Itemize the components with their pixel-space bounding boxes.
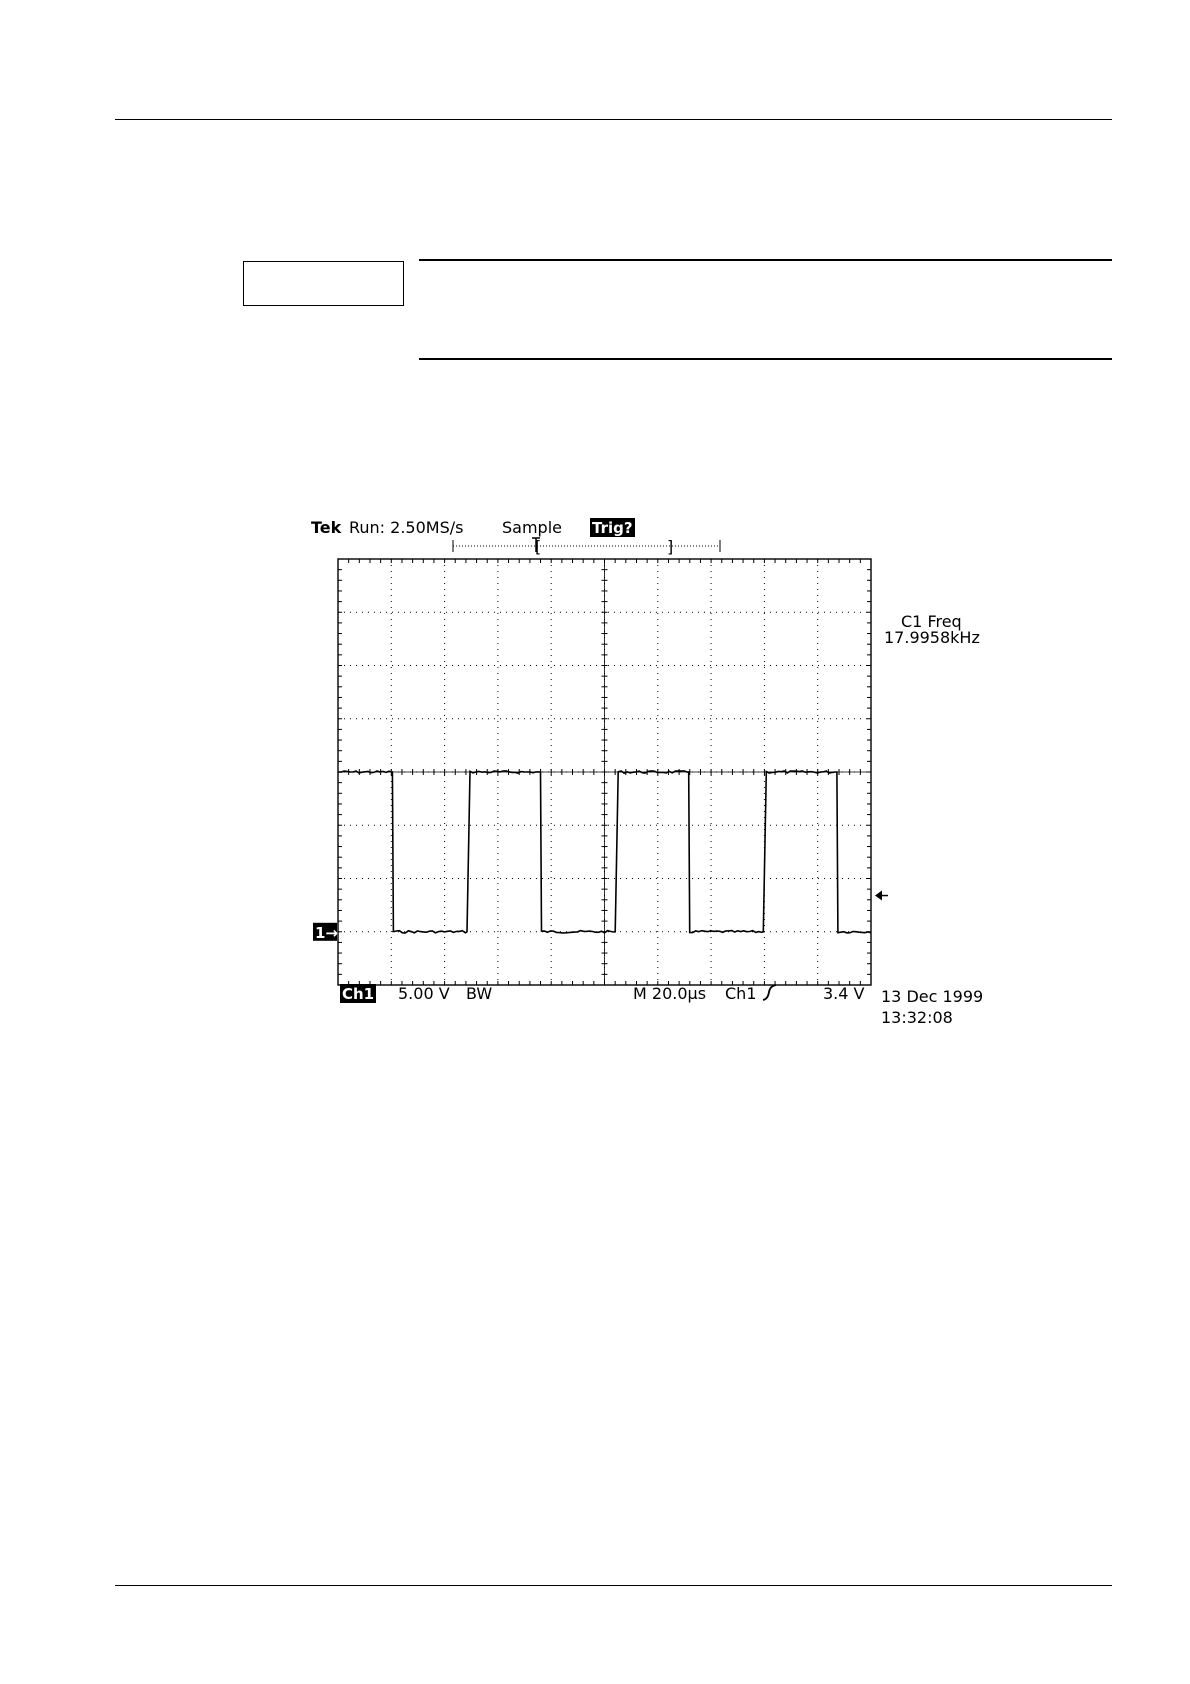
trigger-level: 3.4 V bbox=[823, 984, 865, 1003]
trigger-source: Ch1 bbox=[725, 984, 757, 1003]
record-position-bar bbox=[453, 537, 720, 556]
brand-label: Tek bbox=[311, 518, 342, 537]
channel-label: Ch1 bbox=[342, 985, 375, 1003]
graticule bbox=[338, 559, 871, 985]
trigger-level-arrow bbox=[875, 891, 888, 901]
record-bracket-left: [ bbox=[535, 537, 542, 556]
capture-time: 13:32:08 bbox=[881, 1008, 953, 1027]
acquisition-mode: Sample bbox=[502, 518, 562, 537]
rising-edge-icon bbox=[763, 985, 776, 1000]
record-bracket-right: ] bbox=[667, 537, 674, 556]
measurement-label: C1 Freq bbox=[901, 612, 962, 631]
capture-date: 13 Dec 1999 bbox=[881, 987, 984, 1006]
measurement-value: 17.9958kHz bbox=[884, 628, 980, 647]
trigger-status: Trig? bbox=[592, 519, 633, 537]
channel-ground-marker-label: 1→ bbox=[315, 923, 339, 942]
timebase: M 20.0µs bbox=[633, 984, 707, 1003]
run-status: Run: 2.50MS/s bbox=[349, 518, 464, 537]
bandwidth-limit-icon: BW bbox=[466, 984, 493, 1003]
volts-per-div: 5.00 V bbox=[398, 984, 450, 1003]
